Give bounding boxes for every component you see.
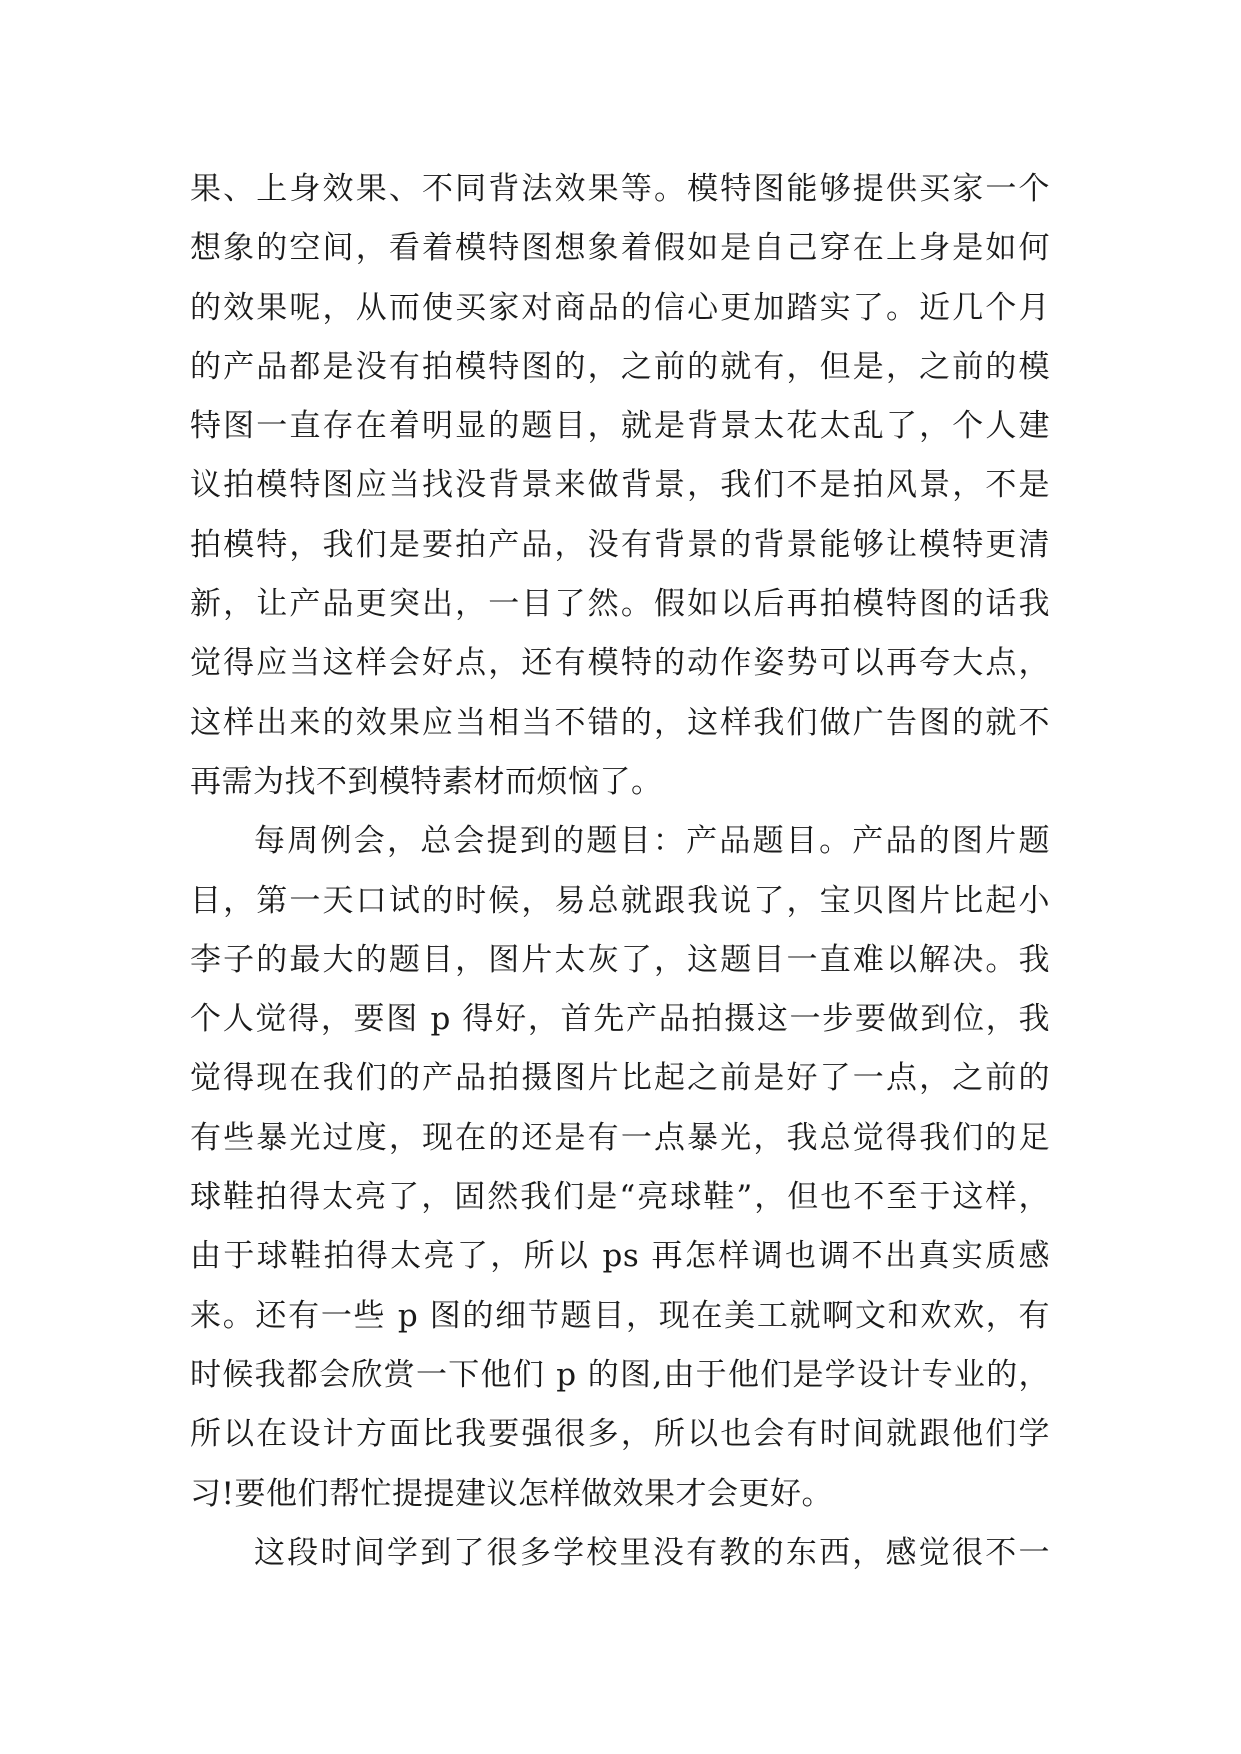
paragraph-3-line-1: 这段时间学到了很多学校里没有教的东西，感觉很不一	[254, 1534, 1050, 1571]
paragraph-1-line-4: 的产品都是没有拍模特图的，之前的就有，但是，之前的模	[190, 348, 1050, 385]
paragraph-2-line-10: 时候我都会欣赏一下他们 p 的图,由于他们是学设计专业的，	[190, 1356, 1050, 1393]
paragraph-2-line-3: 李子的最大的题目，图片太灰了，这题目一直难以解决。我	[190, 941, 1050, 978]
paragraph-1-line-10: 这样出来的效果应当相当不错的，这样我们做广告图的就不	[190, 704, 1050, 741]
paragraph-1-line-2: 想象的空间，看着模特图想象着假如是自己穿在上身是如何	[190, 230, 1050, 267]
paragraph-1-line-8: 新，让产品更突出，一目了然。假如以后再拍模特图的话我	[190, 586, 1050, 623]
body-text	[190, 160, 1050, 1583]
paragraph-2-line-4: 个人觉得，要图 p 得好，首先产品拍摄这一步要做到位，我	[190, 1001, 1050, 1038]
paragraph-1-line-11: 再需为找不到模特素材而烦恼了。	[190, 763, 663, 800]
paragraph-1-line-7: 拍模特，我们是要拍产品，没有背景的背景能够让模特更清	[190, 526, 1050, 563]
paragraph-2-line-2: 目，第一天口试的时候，易总就跟我说了，宝贝图片比起小	[190, 882, 1050, 919]
paragraph-1-line-9: 觉得应当这样会好点，还有模特的动作姿势可以再夸大点，	[190, 645, 1050, 682]
paragraph-2-line-8: 由于球鞋拍得太亮了，所以 ps 再怎样调也调不出真实质感	[190, 1238, 1050, 1275]
paragraph-2-line-1: 每周例会，总会提到的题目：产品题目。产品的图片题	[254, 823, 1050, 860]
paragraph-2-line-9: 来。还有一些 p 图的细节题目，现在美工就啊文和欢欢，有	[190, 1297, 1050, 1334]
paragraph-2-line-11: 所以在设计方面比我要强很多，所以也会有时间就跟他们学	[190, 1416, 1050, 1453]
paragraph-2-line-5: 觉得现在我们的产品拍摄图片比起之前是好了一点，之前的	[190, 1060, 1050, 1097]
paragraph-2-line-6: 有些暴光过度，现在的还是有一点暴光，我总觉得我们的足	[190, 1119, 1050, 1156]
paragraph-1-line-3: 的效果呢，从而使买家对商品的信心更加踏实了。近几个月	[190, 289, 1050, 326]
paragraph-2-line-12: 习!要他们帮忙提提建议怎样做效果才会更好。	[190, 1475, 833, 1512]
paragraph-1-line-5: 特图一直存在着明显的题目，就是背景太花太乱了，个人建	[190, 408, 1050, 445]
paragraph-1-line-6: 议拍模特图应当找没背景来做背景，我们不是拍风景，不是	[190, 467, 1050, 504]
paragraph-1-line-1: 果、上身效果、不同背法效果等。模特图能够提供买家一个	[190, 171, 1050, 207]
paragraph-2-line-7: 球鞋拍得太亮了，固然我们是“亮球鞋”，但也不至于这样，	[190, 1179, 1050, 1216]
